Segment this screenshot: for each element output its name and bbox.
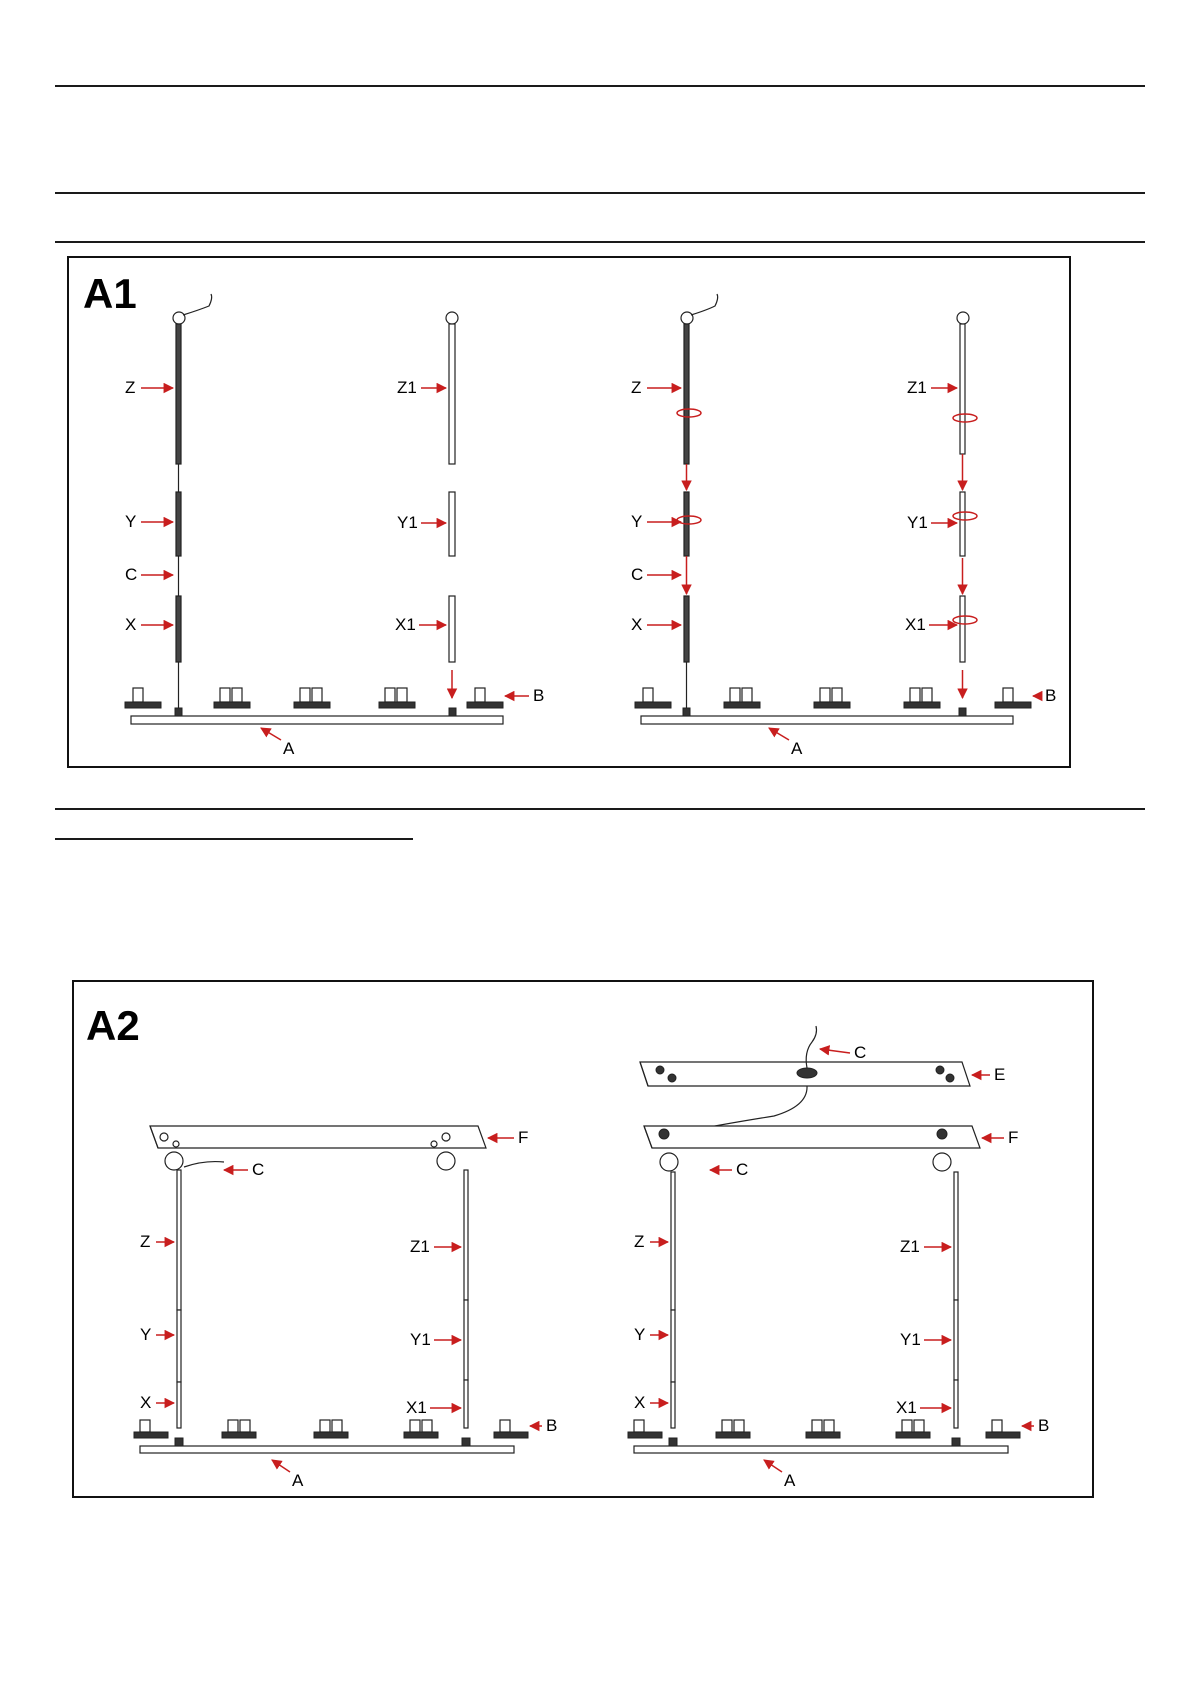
label-y-a2: Y bbox=[140, 1325, 152, 1344]
diagram-a2-title: A2 bbox=[86, 1002, 140, 1049]
label-e: E bbox=[994, 1065, 1006, 1084]
diagram-a1-svg bbox=[69, 258, 1069, 766]
section-rule-1 bbox=[55, 808, 1145, 810]
rod-z bbox=[176, 324, 181, 464]
label-z-a2: Z bbox=[140, 1232, 151, 1251]
header-rule-1 bbox=[55, 85, 1145, 87]
a2-left-assembly bbox=[134, 1126, 557, 1490]
label-x-r: X bbox=[631, 615, 643, 634]
label-z1: Z1 bbox=[397, 378, 417, 397]
label-y1: Y1 bbox=[397, 513, 418, 532]
label-y-r-a2: Y bbox=[634, 1325, 646, 1344]
label-y1-r: Y1 bbox=[907, 513, 928, 532]
header-rule-2 bbox=[55, 192, 1145, 194]
label-y1-r-a2: Y1 bbox=[900, 1330, 921, 1349]
label-a-r: A bbox=[791, 739, 803, 758]
label-z-r: Z bbox=[631, 378, 642, 397]
rod-y bbox=[176, 492, 181, 556]
a2-right-assembly bbox=[628, 1026, 1049, 1490]
rod-x1 bbox=[449, 596, 455, 662]
label-c-a2: C bbox=[252, 1160, 265, 1179]
label-z1-r: Z1 bbox=[907, 378, 927, 397]
label-z-r-a2: Z bbox=[634, 1232, 645, 1251]
label-z: Z bbox=[125, 378, 136, 397]
label-f: F bbox=[518, 1128, 529, 1147]
label-x-r-a2: X bbox=[634, 1393, 646, 1412]
label-x1-r: X1 bbox=[905, 615, 926, 634]
label-b-a2: B bbox=[546, 1416, 558, 1435]
label-b-r: B bbox=[1045, 686, 1057, 705]
label-a-r-a2: A bbox=[784, 1471, 796, 1490]
label-y: Y bbox=[125, 512, 137, 531]
label-z1-r-a2: Z1 bbox=[900, 1237, 920, 1256]
label-x1-r-a2: X1 bbox=[896, 1398, 917, 1417]
diagram-a2-svg bbox=[74, 982, 1092, 1496]
label-y1-a2: Y1 bbox=[410, 1330, 431, 1349]
base-bar-a bbox=[131, 716, 503, 724]
section-rule-2-short bbox=[55, 838, 413, 840]
label-a-a2: A bbox=[292, 1471, 304, 1490]
label-c-r: C bbox=[631, 565, 644, 584]
a1-right-assembly bbox=[631, 294, 1056, 758]
label-c: C bbox=[125, 565, 138, 584]
rod-x bbox=[176, 596, 181, 662]
label-y-r: Y bbox=[631, 512, 643, 531]
label-c-top: C bbox=[854, 1043, 867, 1062]
label-c-r-a2: C bbox=[736, 1160, 749, 1179]
label-x-a2: X bbox=[140, 1393, 152, 1412]
diagram-a1-title: A1 bbox=[83, 270, 137, 317]
diagram-a2-panel bbox=[72, 980, 1094, 1498]
label-b: B bbox=[533, 686, 545, 705]
label-x1-a2: X1 bbox=[406, 1398, 427, 1417]
a1-left-assembly bbox=[125, 294, 544, 758]
label-x1: X1 bbox=[395, 615, 416, 634]
rod-y1 bbox=[449, 492, 455, 556]
label-a: A bbox=[283, 739, 295, 758]
label-z1-a2: Z1 bbox=[410, 1237, 430, 1256]
diagram-a1-panel bbox=[67, 256, 1071, 768]
label-b-r-a2: B bbox=[1038, 1416, 1050, 1435]
label-f-r: F bbox=[1008, 1128, 1019, 1147]
header-rule-3 bbox=[55, 241, 1145, 243]
label-x: X bbox=[125, 615, 137, 634]
rod-z1 bbox=[449, 324, 455, 464]
